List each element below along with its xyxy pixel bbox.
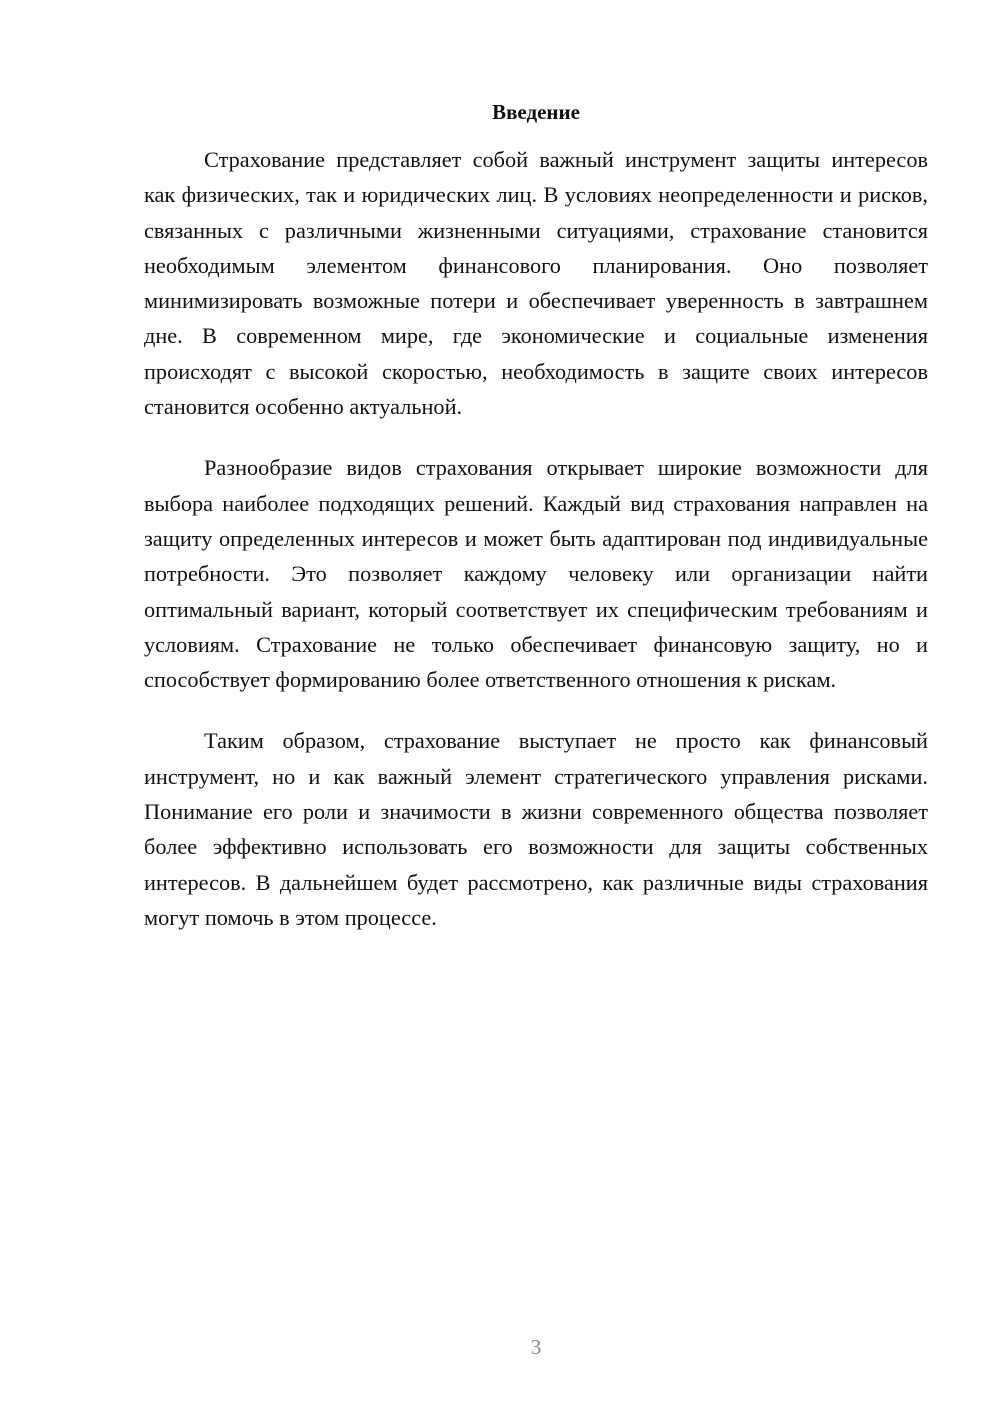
page-number: 3 [530, 1335, 542, 1359]
paragraph-1: Страхование представляет собой важный инструмент защиты интересов как физических, так и юридических лиц. В условиях неопределенности и рисков, связанных с различными жизненными ситуациями, страхование становится необходимым элементом финансового планирования. Оно позволяет минимизировать возможные потери и обеспечивает уверенность в завтрашнем дне. В современном мире, где экономические и социальные изменения происходят с высокой скоростью, необходимость в защите своих интересов становится особенно актуальной. [144, 147, 928, 420]
paragraph-2: Разнообразие видов страхования открывает широкие возможности для выбора наиболее подходящих решений. Каждый вид страхования направлен на защиту определенных интересов и может быть адаптирован под индивидуальные потребности. Это позволяет каждому человеку или организации найти оптимальный вариант, который соответствует их специфическим требованиям и условиям. Страхование не только обеспечивает финансовую защиту, но и способствует формированию более ответственного отношения к рискам. [144, 455, 928, 693]
paragraph-3: Таким образом, страхование выступает не просто как финансовый инструмент, но и как важный элемент стратегического управления рисками. Понимание его роли и значимости в жизни современного общества позволяет более эффективно использовать его возможности для защиты собственных интересов. В дальнейшем будет рассмотрено, как различные виды страхования могут помочь в этом процессе. [144, 728, 928, 930]
page-title: Введение [492, 100, 580, 124]
body-text [144, 142, 928, 935]
